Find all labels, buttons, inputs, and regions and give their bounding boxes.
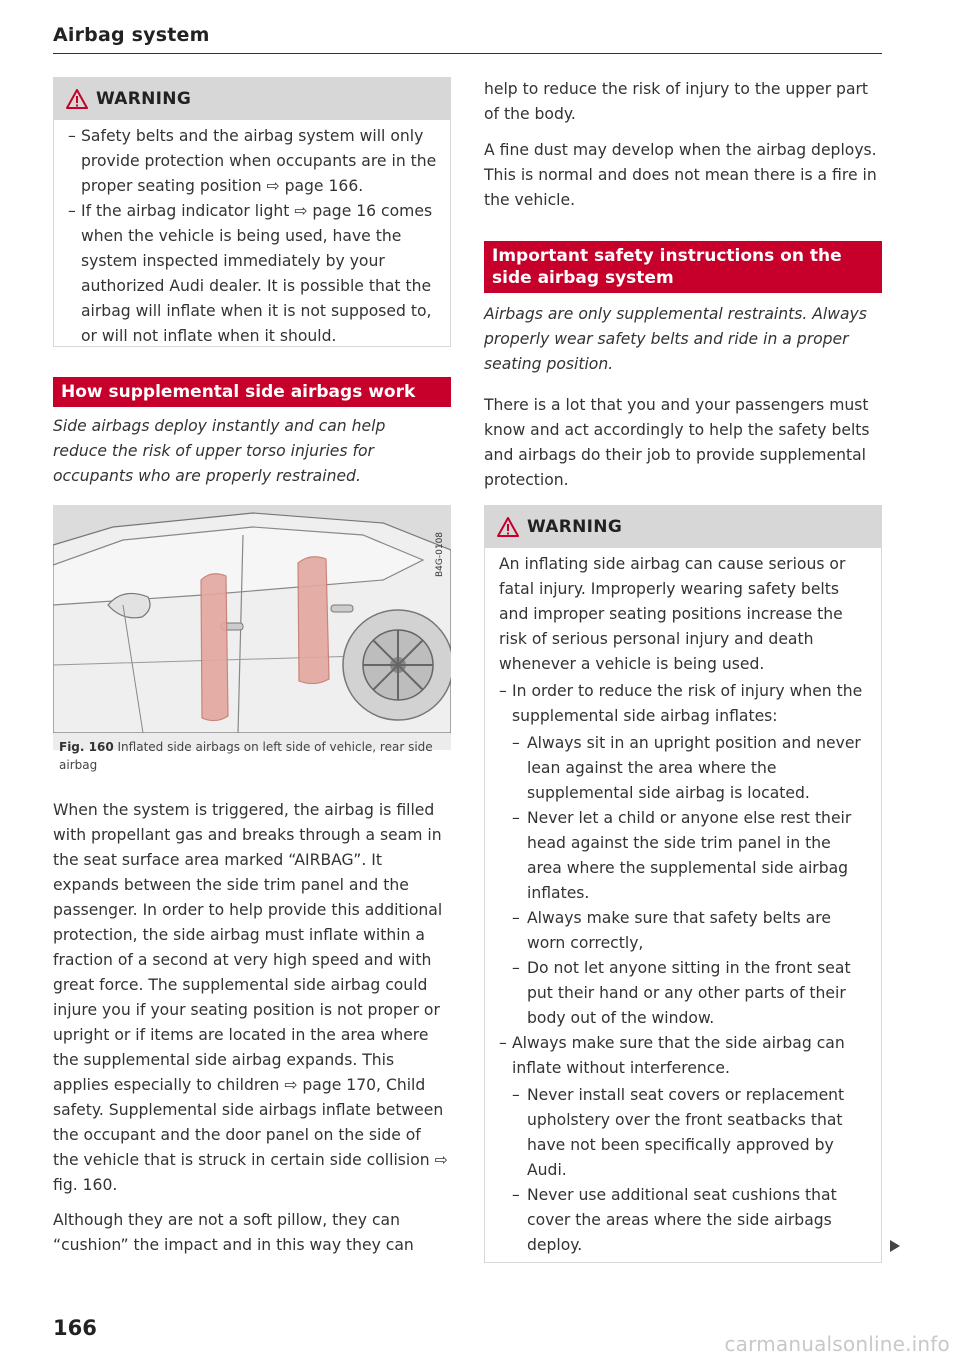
body-paragraph: When the system is triggered, the airbag is filled with propellant gas and breaks through a seam in the seat surface area marked “AIRBAG”. It expands between the side trim panel and the passenger. In order to help provide this additional protection, the side airbag must inflate within a fraction of a second at very high speed and with great force. The supplemental side airbag could injure you if your seating position is not proper or upright or if items are located in the area where the supplemental side airbag expands. This applies especially to children ⇨ page 170, Child safety. Supplemental side airbags inflate between the occupant and the door panel on the side of the vehicle that is struck in certain side collision ⇨ fig. 160. (53, 801, 448, 1194)
warning-subitem: – Never use additional seat cushions that cover the areas where the side airbags deploy. (512, 1183, 869, 1258)
warning-header (54, 78, 450, 120)
body-paragraph: There is a lot that you and your passengers must know and act accordingly to help the safety belts and airbags do their job to provide supplemental protection. (484, 396, 870, 489)
figure-code (433, 519, 445, 579)
warning-item-text: In order to reduce the risk of injury when the supplemental side airbag inflates: (512, 682, 863, 725)
warning-triangle-icon (66, 89, 88, 109)
warning-box-1 (53, 77, 451, 347)
figure-caption (59, 738, 445, 774)
warning-title: WARNING (96, 89, 192, 109)
warning-item: – Safety belts and the airbag system will only provide protection when occupants are in the proper seating position ⇨ page 166. (68, 124, 438, 199)
warning-title: WARNING (527, 517, 623, 537)
warning-item-text: Always make sure that the side airbag can inflate without interference. (512, 1034, 845, 1077)
warning-subitem: – Always sit in an upright position and never lean against the area where the supplemental side airbag is located. (512, 731, 869, 806)
warning-subitem: – Always make sure that safety belts are worn correctly, (512, 906, 869, 956)
body-paragraph: help to reduce the risk of injury to the upper part of the body. (484, 80, 869, 123)
continue-arrow-icon (890, 1240, 900, 1252)
warning-body (54, 120, 450, 359)
warning-item (499, 679, 869, 1031)
warning-subitem: – Never install seat covers or replacement upholstery over the front seatbacks that have not been specifically approved by Audi. (512, 1083, 869, 1183)
section-heading: Important safety instructions on the side airbag system (484, 241, 882, 293)
section-intro: Side airbags deploy instantly and can help reduce the risk of upper torso injuries for occupants who are properly restrained. (53, 417, 386, 485)
warning-subitem: – Never let a child or anyone else rest their head against the side trim panel in the area where the supplemental side airbag inflates. (512, 806, 869, 906)
figure-caption-text: Inflated side airbags on left side of vehicle, rear side airbag (59, 740, 433, 772)
car-side-airbag-illustration (53, 505, 451, 733)
section-header (53, 24, 882, 54)
figure-code-text: B4G-0108 (435, 531, 445, 577)
watermark: carmanualsonline.info (724, 1332, 950, 1356)
section-intro: Airbags are only supplemental restraints. Always properly wear safety belts and ride in a proper seating position. (484, 305, 867, 373)
warning-body (485, 548, 881, 1268)
page-number: 166 (53, 1316, 97, 1340)
body-paragraph: Although they are not a soft pillow, they can “cushion” the impact and in this way they can (53, 1211, 414, 1254)
warning-box-2 (484, 505, 882, 1263)
warning-intro: An inflating side airbag can cause serious or fatal injury. Improperly wearing safety belts and improper seating positions increase the risk of serious personal injury and death whenever a vehicle is being used. (499, 555, 846, 673)
body-paragraph: A fine dust may develop when the airbag deploys. This is normal and does not mean there is a fire in the vehicle. (484, 141, 877, 209)
warning-header (485, 506, 881, 548)
figure-160 (53, 505, 451, 772)
figure-label: Fig. 160 (59, 740, 114, 754)
warning-item: – If the airbag indicator light ⇨ page 16 comes when the vehicle is being used, have the system inspected immediately by your authorized Audi dealer. It is possible that the airbag will inflate when it is not supposed to, or will not inflate when it should. (68, 199, 438, 349)
section-heading: How supplemental side airbags work (53, 377, 451, 407)
section-title: Airbag system (53, 24, 210, 46)
warning-item (499, 1031, 869, 1258)
warning-subitem: – Do not let anyone sitting in the front seat put their hand or any other parts of their body out of the window. (512, 956, 869, 1031)
warning-triangle-icon (497, 517, 519, 537)
